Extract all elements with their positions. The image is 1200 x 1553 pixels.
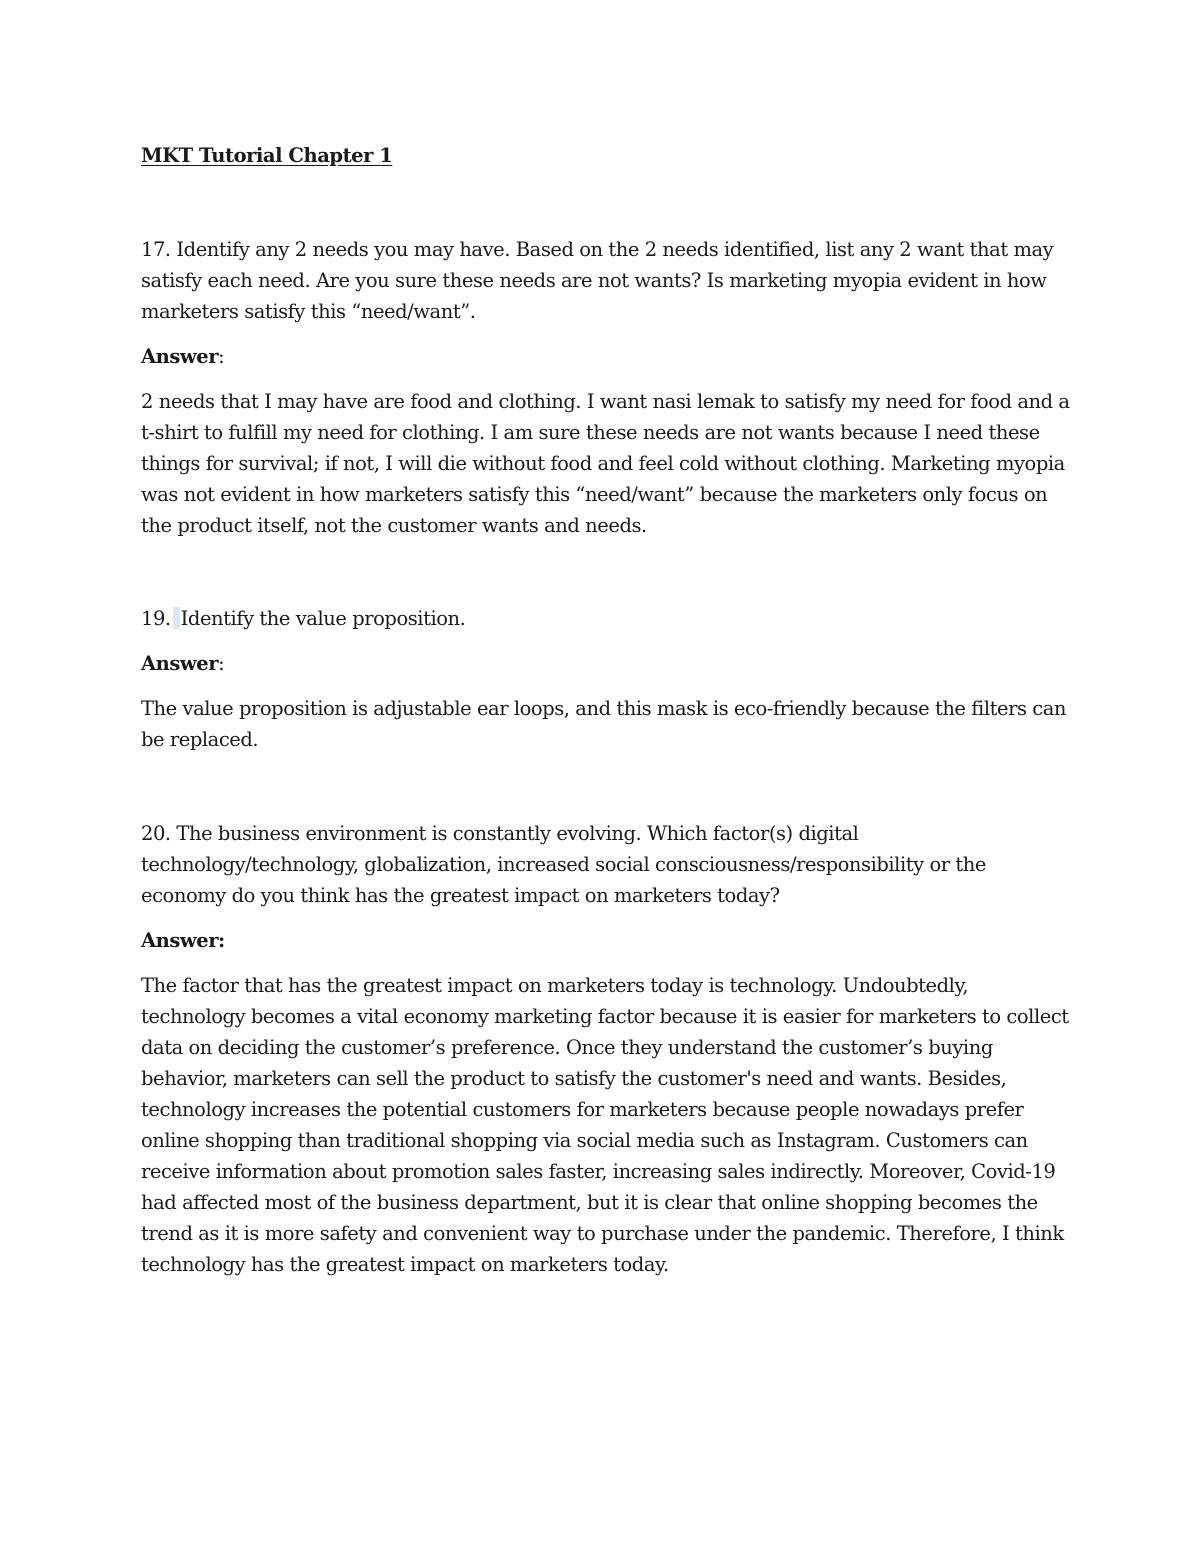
- answer-20: The factor that has the greatest impact on marketers today is technology. Undoubtedly, technology becomes a vital economy marketing factor because it is easier for marketers to collect data on deciding the customer’s preference. Once they understand the customer’s buying behavior, marketers can sell the product to satisfy the customer's need and wants. Besides, technology increases the potential customers for marketers because people nowadays prefer online shopping than traditional shopping via social media such as Instagram. Customers can receive information about promotion sales faster, increasing sales indirectly. Moreover, Covid-19 had affected most of the business department, but it is clear that online shopping becomes the trend as it is more safety and convenient way to purchase under the pandemic. Therefore, I think technology has the greatest impact on marketers today.: [141, 974, 1069, 1276]
- text-cursor-highlight: [173, 607, 180, 629]
- answer-label-text: Answer: [141, 345, 219, 368]
- answer-label-colon: :: [218, 345, 225, 368]
- answer-label-20: [141, 925, 1071, 956]
- answer-label-colon: :: [218, 652, 225, 675]
- question-19-text: Identify the value proposition.: [180, 607, 466, 630]
- question-19-number: 19.: [141, 607, 171, 630]
- answer-19: The value proposition is adjustable ear loops, and this mask is eco-friendly because the filters can be replaced.: [141, 697, 1067, 751]
- answer-17: 2 needs that I may have are food and clothing. I want nasi lemak to satisfy my need for food and a t-shirt to fulfill my need for clothing. I am sure these needs are not wants because I need these things for survival; if not, I will die without food and feel cold without clothing. Marketing myopia was not evident in how marketers satisfy this “need/want” because the marketers only focus on the product itself, not the customer wants and needs.: [141, 390, 1070, 537]
- question-19: [141, 603, 1071, 634]
- answer-label-text: Answer:: [141, 929, 225, 952]
- document-title: MKT Tutorial Chapter 1: [141, 144, 393, 167]
- answer-label-17: [141, 341, 1071, 372]
- answer-label-text: Answer: [141, 652, 219, 675]
- question-20: 20. The business environment is constantly evolving. Which factor(s) digital technology/technology, globalization, increased social consciousness/responsibility or the economy do you think has the greatest impact on marketers today?: [141, 822, 986, 907]
- answer-label-19: [141, 648, 1071, 679]
- document-body: [141, 140, 1071, 1280]
- question-17: 17. Identify any 2 needs you may have. Based on the 2 needs identified, list any 2 want that may satisfy each need. Are you sure these needs are not wants? Is marketing myopia evident in how marketers satisfy this “need/want”.: [141, 238, 1054, 323]
